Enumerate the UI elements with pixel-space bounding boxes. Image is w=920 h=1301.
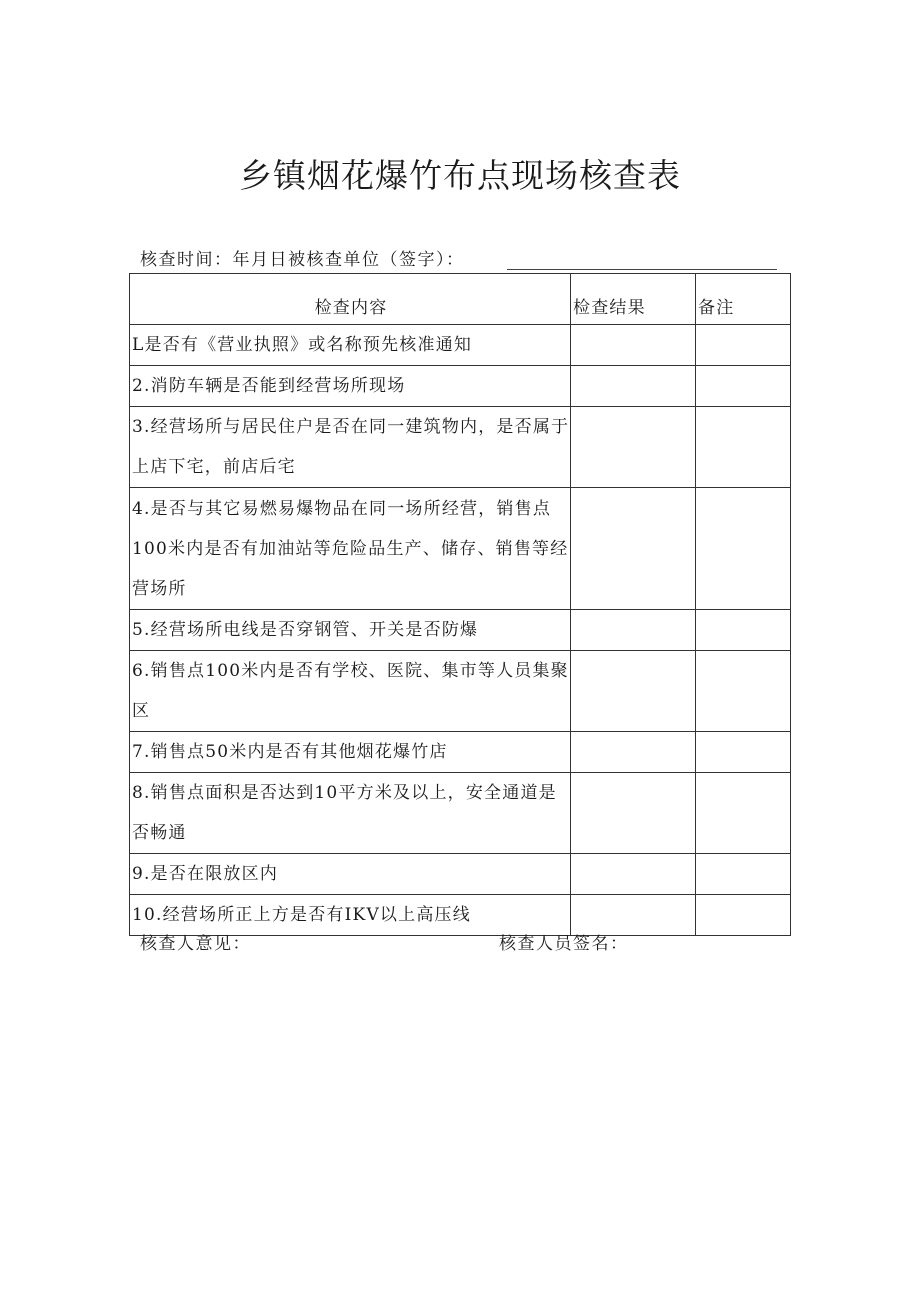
inspector-opinion-label: 核查人意见：: [140, 934, 251, 954]
row-result: [571, 325, 696, 366]
row-result: [571, 773, 696, 854]
table-row: [130, 325, 791, 366]
row-note: [696, 854, 791, 895]
row-result: [571, 407, 696, 488]
row-note: [696, 325, 791, 366]
table-row: [130, 854, 791, 895]
row-note: [696, 488, 791, 610]
row-result: [571, 732, 696, 773]
row-content: 5.经营场所电线是否穿钢管、开关是否防爆: [130, 610, 571, 651]
table-row: [130, 732, 791, 773]
table-row: [130, 488, 791, 610]
table-row: [130, 651, 791, 732]
header-check-content: 检查内容: [130, 274, 571, 325]
signature-underline: [507, 269, 777, 270]
row-result: [571, 895, 696, 936]
row-note: [696, 895, 791, 936]
inspection-meta-line: 核查时间：年月日被核查单位（签字）：: [140, 250, 465, 270]
table-row: [130, 895, 791, 936]
table-header-row: [130, 274, 791, 325]
inspection-table: [129, 273, 791, 936]
row-content: 4.是否与其它易燃易爆物品在同一场所经营，销售点100米内是否有加油站等危险品生产、储存、销售等经营场所: [130, 488, 571, 610]
row-content: 3.经营场所与居民住户是否在同一建筑物内，是否属于上店下宅，前店后宅: [130, 407, 571, 488]
document-title: 乡镇烟花爆竹布点现场核查表: [239, 156, 681, 195]
header-check-result: 检查结果: [571, 274, 696, 325]
table-row: [130, 407, 791, 488]
table-row: [130, 366, 791, 407]
row-note: [696, 773, 791, 854]
row-content: L是否有《营业执照》或名称预先核准通知: [130, 325, 571, 366]
table-row: [130, 773, 791, 854]
row-content: 8.销售点面积是否达到10平方米及以上，安全通道是否畅通: [130, 773, 571, 854]
row-note: [696, 610, 791, 651]
row-result: [571, 366, 696, 407]
row-note: [696, 732, 791, 773]
row-content: 7.销售点50米内是否有其他烟花爆竹店: [130, 732, 571, 773]
row-result: [571, 651, 696, 732]
row-content: 2.消防车辆是否能到经营场所现场: [130, 366, 571, 407]
row-note: [696, 407, 791, 488]
inspector-signature-label: 核查人员签名：: [499, 934, 629, 954]
table-row: [130, 610, 791, 651]
row-content: 10.经营场所正上方是否有IKV以上高压线: [130, 895, 571, 936]
row-content: 6.销售点100米内是否有学校、医院、集市等人员集聚区: [130, 651, 571, 732]
row-result: [571, 854, 696, 895]
row-result: [571, 488, 696, 610]
row-note: [696, 366, 791, 407]
row-note: [696, 651, 791, 732]
row-content: 9.是否在限放区内: [130, 854, 571, 895]
header-remarks: 备注: [696, 274, 791, 325]
row-result: [571, 610, 696, 651]
